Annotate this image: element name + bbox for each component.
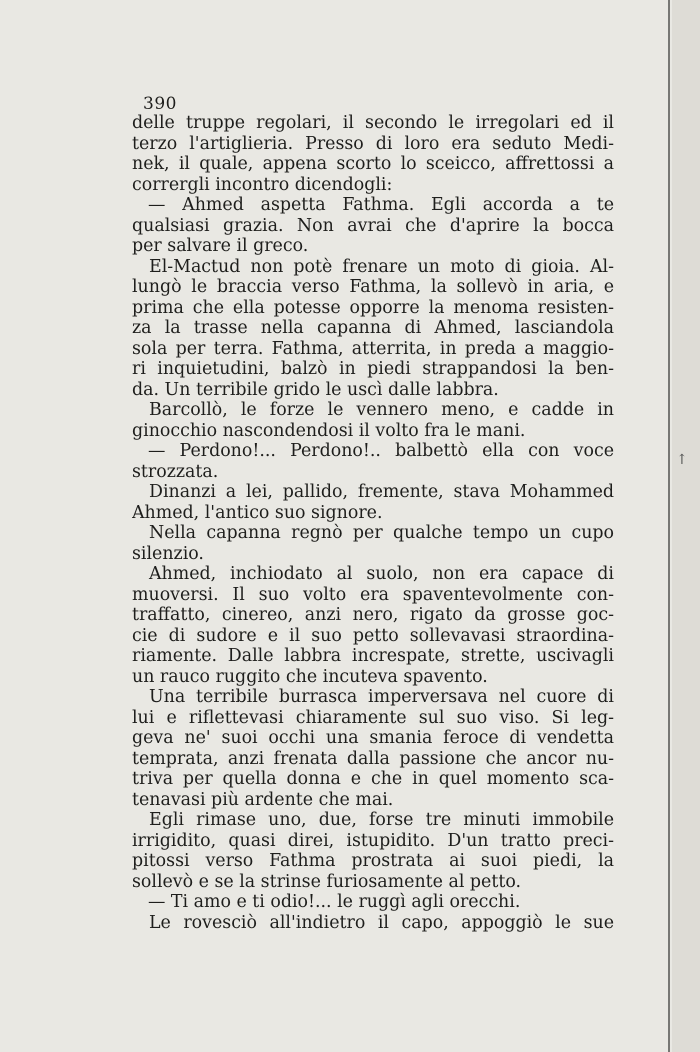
text-line: temprata, anzi frenata dalla passione che ancor nu- — [132, 748, 614, 769]
text-line: irrigidito, quasi direi, istupidito. D'un tratto preci- — [132, 830, 614, 851]
text-line: cie di sudore e il suo petto sollevavasi straordina- — [132, 625, 614, 646]
text-line: — Ti amo e ti odio!... le ruggì agli orecchi. — [148, 892, 521, 912]
text-line: lui e riflettevasi chiaramente sul suo viso. Si leg- — [132, 707, 614, 728]
text-line: sola per terra. Fathma, atterrita, in preda a maggio- — [132, 338, 614, 359]
text-line: Barcollò, le forze le vennero meno, e cadde in — [149, 400, 614, 420]
text-line: riamente. Dalle labbra increspate, strette, uscivagli — [132, 646, 614, 666]
text-line: — Perdono!... Perdono!.. balbettò ella con voce — [148, 441, 614, 461]
text-line: sollevò e se la strinse furiosamente al petto. — [132, 871, 522, 892]
text-line: ginocchio nascondendosi il volto fra le mani. — [132, 420, 526, 441]
text-line: tenavasi più ardente che mai. — [132, 789, 394, 810]
text-line: prima che ella potesse opporre la menoma resisten- — [132, 297, 614, 318]
text-line: lungò le braccia verso Fathma, la sollevò in aria, e — [132, 277, 614, 297]
margin-mark: ↑ — [676, 452, 688, 468]
text-line: muoversi. Il suo volto era spaventevolmente con- — [132, 584, 614, 605]
page-edge-margin — [672, 0, 700, 1052]
text-line: da. Un terribile grido le uscì dalle labbra. — [132, 379, 499, 400]
text-line: Ahmed, l'antico suo signore. — [132, 502, 383, 523]
text-line: un rauco ruggito che incuteva spavento. — [132, 666, 488, 687]
text-line: per salvare il greco. — [132, 236, 309, 256]
text-line: Ahmed, inchiodato al suolo, non era capace di — [149, 564, 614, 584]
text-line: Dinanzi a lei, pallido, fremente, stava Mohammed — [149, 482, 614, 502]
text-line: geva ne' suoi occhi una smania feroce di vendetta — [132, 728, 614, 748]
text-line: Nella capanna regnò per qualche tempo un cupo — [149, 523, 614, 543]
text-line: pitossi verso Fathma prostrata ai suoi piedi, la — [132, 851, 614, 871]
text-line: — Ahmed aspetta Fathma. Egli accorda a te — [148, 195, 614, 215]
text-line: triva per quella donna e che in quel momento sca- — [132, 769, 614, 789]
page-number: 390 — [143, 94, 177, 114]
text-line: strozzata. — [132, 461, 219, 482]
text-line: traffatto, cinereo, anzi nero, rigato da grosse goc- — [132, 605, 614, 625]
text-line: delle truppe regolari, il secondo le irregolari ed il — [132, 113, 614, 133]
text-line: qualsiasi grazia. Non avrai che d'aprire la bocca — [132, 215, 614, 236]
text-line: corrergli incontro dicendogli: — [132, 174, 393, 195]
body-text — [132, 113, 614, 933]
text-line: Le rovesciò all'indietro il capo, appoggiò le sue — [149, 912, 614, 933]
text-line: za la trasse nella capanna di Ahmed, lasciandola — [132, 318, 614, 338]
text-line: Egli rimase uno, due, forse tre minuti immobile — [149, 810, 614, 830]
text-line: silenzio. — [132, 543, 204, 564]
text-line: ri inquietudini, balzò in piedi strappandosi la ben- — [132, 359, 614, 379]
text-line: terzo l'artiglieria. Presso di loro era seduto Medi- — [132, 133, 614, 154]
page-edge-line — [668, 0, 670, 1052]
text-line: nek, il quale, appena scorto lo sceicco, affrettossi a — [132, 154, 614, 174]
text-line: Una terribile burrasca imperversava nel cuore di — [149, 687, 614, 707]
text-line: El-Mactud non potè frenare un moto di gioia. Al- — [149, 256, 614, 277]
